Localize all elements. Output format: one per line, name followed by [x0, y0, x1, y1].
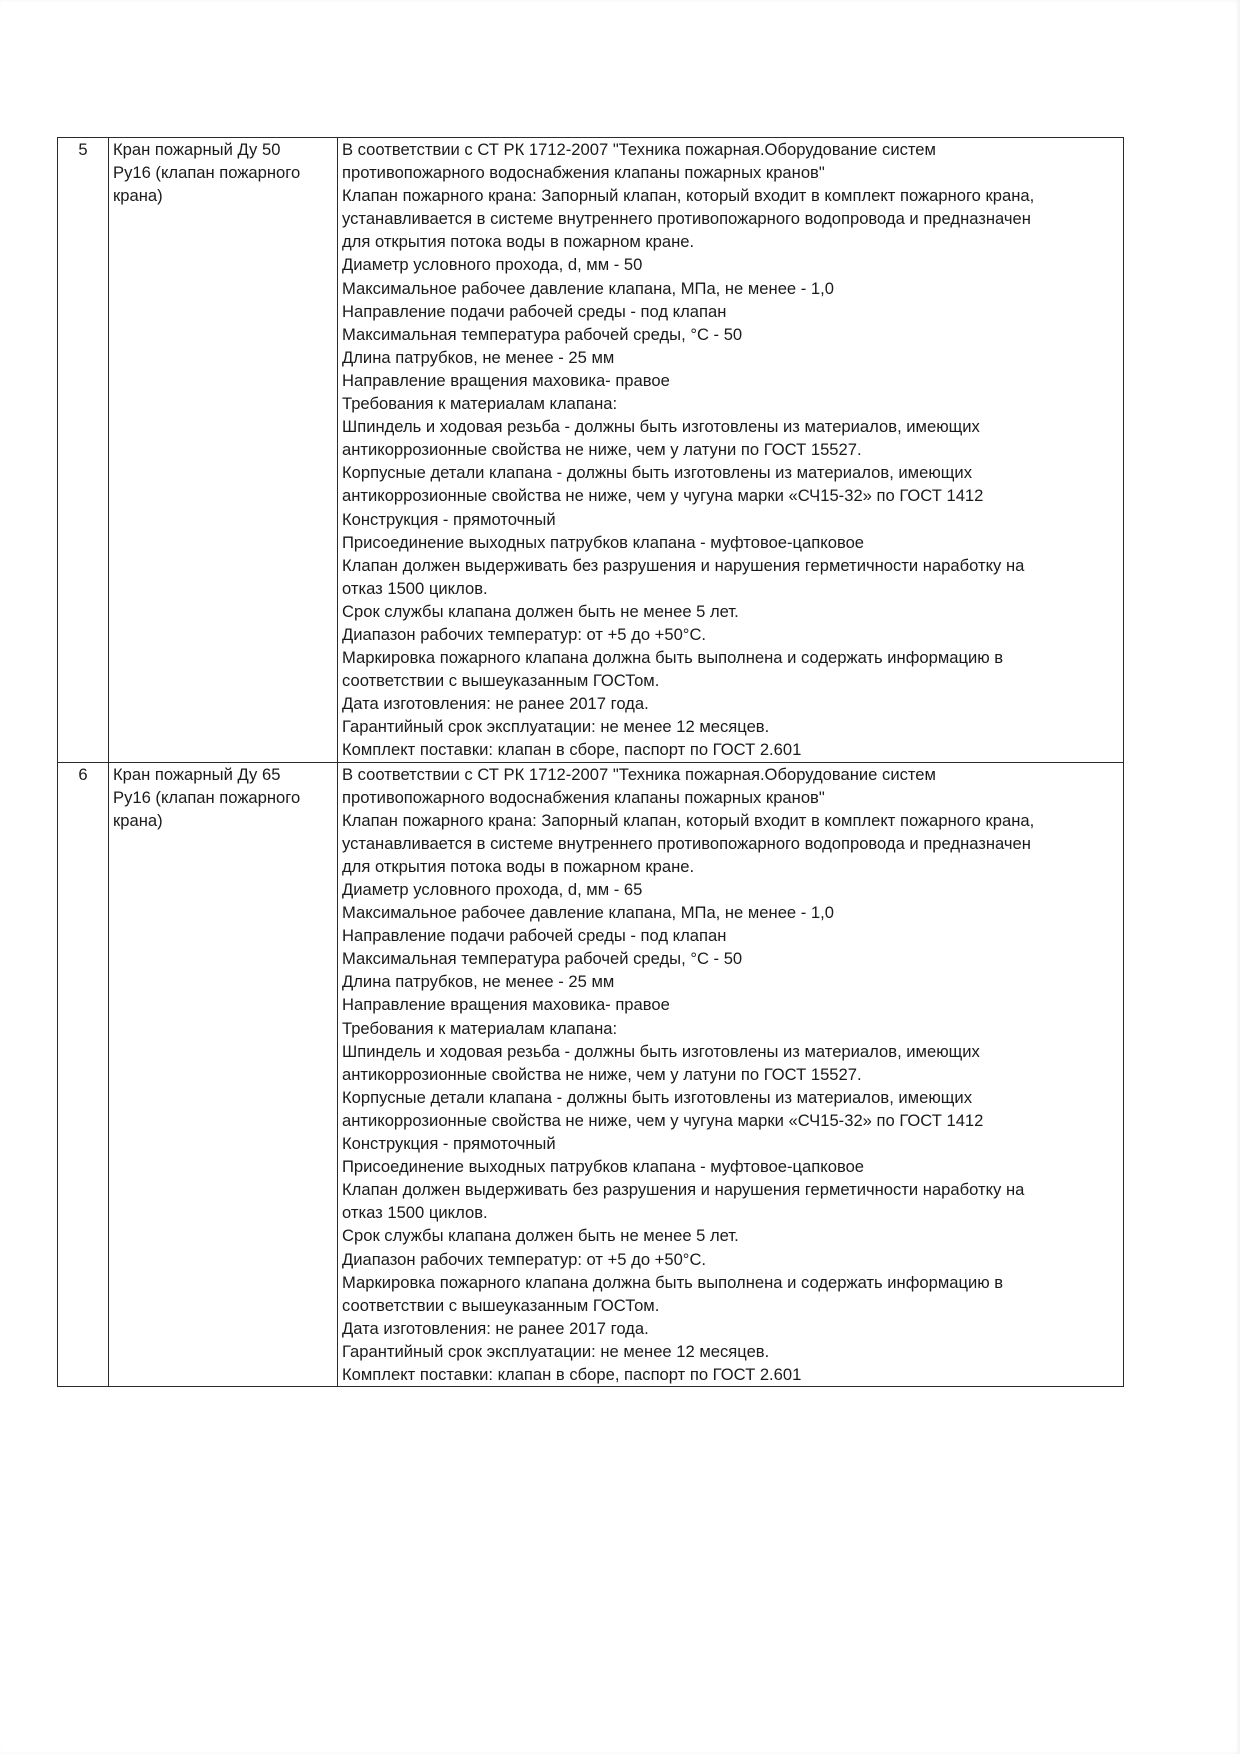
description-line: Направление вращения маховика- правое: [342, 370, 670, 390]
description-line: отказ 1500 циклов.: [342, 578, 488, 598]
description-line: Требования к материалам клапана:: [342, 1018, 618, 1038]
item-name-line: Кран пожарный Ду 50: [113, 140, 281, 159]
description-line: Присоединение выходных патрубков клапана - муфтовое-цапковое: [342, 1157, 865, 1177]
description-line: Гарантийный срок эксплуатации: не менее 12 месяцев.: [342, 1341, 770, 1361]
description-line: Диаметр условного прохода, d, мм - 50: [342, 255, 643, 275]
description-line: Маркировка пожарного клапана должна быть выполнена и содержать информацию в: [342, 648, 1004, 668]
description-line: Дата изготовления: не ранее 2017 года.: [342, 1318, 649, 1338]
item-name-line: крана): [113, 810, 163, 830]
description-line: Длина патрубков, не менее - 25 мм: [342, 972, 615, 992]
description-line: Максимальное рабочее давление клапана, МПа, не менее - 1,0: [342, 903, 834, 923]
description-line: Комплект поставки: клапан в сборе, паспорт по ГОСТ 2.601: [342, 1364, 802, 1384]
description-line: антикоррозионные свойства не ниже, чем у чугуна марки «СЧ15-32» по ГОСТ 1412: [342, 1110, 984, 1130]
description-line: противопожарного водоснабжения клапаны пожарных кранов": [342, 163, 825, 183]
table-row: [58, 138, 1124, 763]
description-line: Клапан пожарного крана: Запорный клапан, который входит в комплект пожарного крана,: [342, 810, 1035, 830]
description-line: отказ 1500 циклов.: [342, 1203, 488, 1223]
description-line: Направление подачи рабочей среды - под клапан: [342, 301, 727, 321]
description-line: Срок службы клапана должен быть не менее 5 лет.: [342, 601, 739, 621]
description-line: для открытия потока воды в пожарном кране.: [342, 856, 695, 876]
description-line: Диапазон рабочих температур: от +5 до +50°С.: [342, 1249, 707, 1269]
specification-table: [57, 137, 1124, 1387]
description-line: противопожарного водоснабжения клапаны пожарных кранов": [342, 787, 825, 807]
description-line: Гарантийный срок эксплуатации: не менее 12 месяцев.: [342, 717, 770, 737]
description-line: Дата изготовления: не ранее 2017 года.: [342, 694, 649, 714]
description-line: Шпиндель и ходовая резьба - должны быть изготовлены из материалов, имеющих: [342, 417, 980, 437]
description-line: Максимальная температура рабочей среды, °С - 50: [342, 949, 743, 969]
description-line: соответствии с вышеуказанным ГОСТом.: [342, 671, 660, 691]
description-line: антикоррозионные свойства не ниже, чем у латуни по ГОСТ 15527.: [342, 1064, 862, 1084]
description-line: Конструкция - прямоточный: [342, 509, 556, 529]
description-line: для открытия потока воды в пожарном кране.: [342, 232, 695, 252]
description-line: Диапазон рабочих температур: от +5 до +50°С.: [342, 624, 707, 644]
table-row: [58, 762, 1124, 1387]
description-line: Маркировка пожарного клапана должна быть выполнена и содержать информацию в: [342, 1272, 1004, 1292]
description-line: устанавливается в системе внутреннего противопожарного водопровода и предназначен: [342, 209, 1031, 229]
description-line: соответствии с вышеуказанным ГОСТом.: [342, 1295, 660, 1315]
description-line: антикоррозионные свойства не ниже, чем у чугуна марки «СЧ15-32» по ГОСТ 1412: [342, 486, 984, 506]
item-name-line: Ру16 (клапан пожарного: [113, 787, 301, 807]
description-line: Шпиндель и ходовая резьба - должны быть изготовлены из материалов, имеющих: [342, 1041, 980, 1061]
description-line: В соответствии с СТ РК 1712-2007 "Техника пожарная.Оборудование систем: [342, 764, 936, 784]
item-name-line: Кран пожарный Ду 65: [113, 764, 281, 784]
description-line: Направление подачи рабочей среды - под клапан: [342, 926, 727, 946]
description-line: Максимальная температура рабочей среды, °С - 50: [342, 324, 743, 344]
description-line: Присоединение выходных патрубков клапана - муфтовое-цапковое: [342, 532, 865, 552]
description-line: Клапан должен выдерживать без разрушения и нарушения герметичности наработку на: [342, 555, 1025, 575]
description-line: Диаметр условного прохода, d, мм - 65: [342, 880, 643, 899]
description-line: Комплект поставки: клапан в сборе, паспорт по ГОСТ 2.601: [342, 740, 802, 760]
description-line: Конструкция - прямоточный: [342, 1134, 556, 1154]
item-description: [338, 138, 1124, 763]
item-name-line: Ру16 (клапан пожарного: [113, 163, 301, 183]
description-line: Клапан пожарного крана: Запорный клапан, который входит в комплект пожарного крана,: [342, 186, 1035, 206]
description-line: антикоррозионные свойства не ниже, чем у латуни по ГОСТ 15527.: [342, 440, 862, 460]
description-line: Срок службы клапана должен быть не менее 5 лет.: [342, 1226, 739, 1246]
item-name-line: крана): [113, 186, 163, 206]
row-number: 6: [58, 762, 109, 1387]
description-line: устанавливается в системе внутреннего противопожарного водопровода и предназначен: [342, 833, 1031, 853]
row-number: 5: [58, 138, 109, 763]
description-line: Направление вращения маховика- правое: [342, 995, 670, 1015]
description-line: Максимальное рабочее давление клапана, МПа, не менее - 1,0: [342, 278, 834, 298]
item-description: [338, 762, 1124, 1387]
description-line: Требования к материалам клапана:: [342, 394, 618, 414]
description-line: Корпусные детали клапана - должны быть изготовлены из материалов, имеющих: [342, 463, 972, 483]
description-line: Корпусные детали клапана - должны быть изготовлены из материалов, имеющих: [342, 1087, 972, 1107]
description-line: Длина патрубков, не менее - 25 мм: [342, 347, 615, 367]
description-line: В соответствии с СТ РК 1712-2007 "Техника пожарная.Оборудование систем: [342, 140, 936, 159]
item-name: [109, 138, 338, 763]
specification-table-body: [58, 138, 1124, 1387]
item-name: [109, 762, 338, 1387]
description-line: Клапан должен выдерживать без разрушения и нарушения герметичности наработку на: [342, 1180, 1025, 1200]
